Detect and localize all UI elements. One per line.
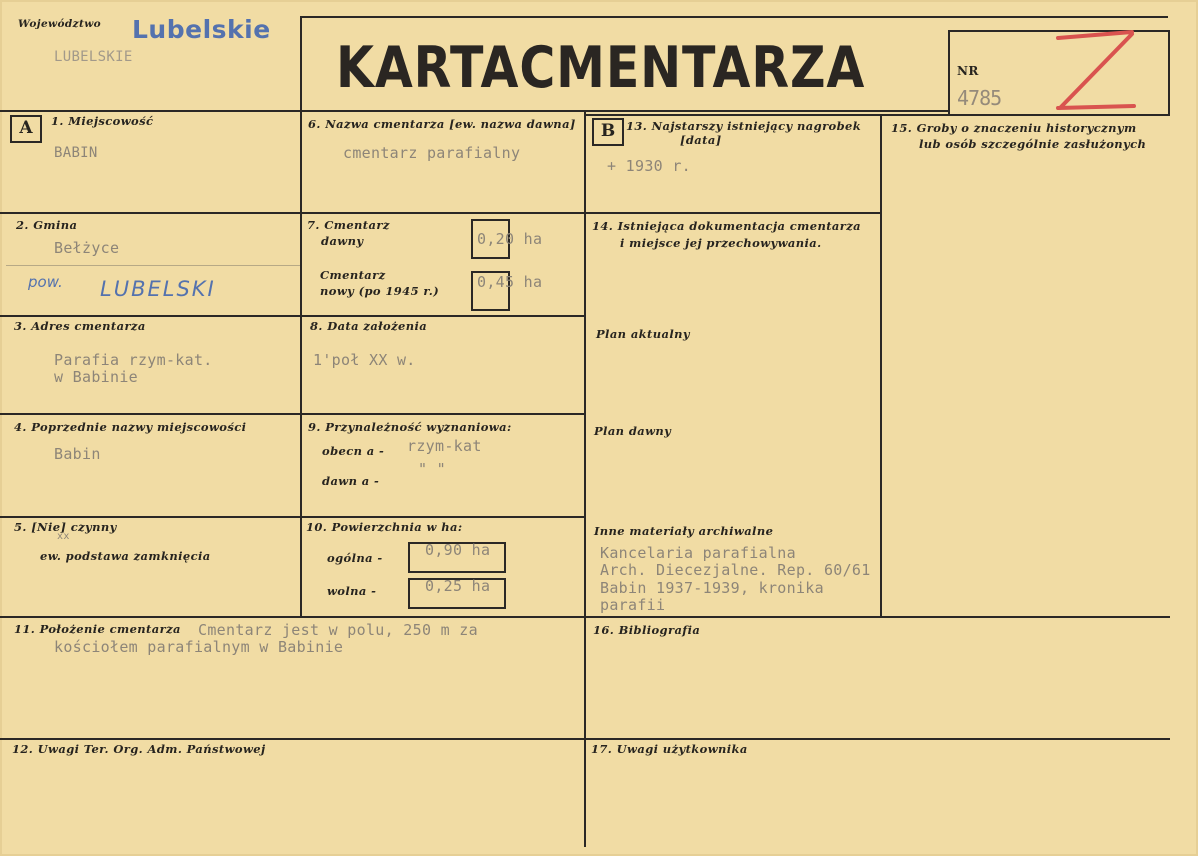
field-10-free-value: 0,25 ha bbox=[425, 577, 491, 595]
field-9-current-label: obecn a - bbox=[322, 444, 385, 458]
field-4-value: Babin bbox=[54, 445, 101, 463]
field-3-label: 3. Adres cmentarza bbox=[14, 319, 146, 333]
field-6-value: cmentarz parafialny bbox=[343, 144, 521, 162]
field-10-total-value: 0,90 ha bbox=[425, 541, 491, 559]
field-14-label-line1: 14. Istniejąca dokumentacja cmentarza bbox=[592, 219, 862, 233]
field-8-label: 8. Data założenia bbox=[310, 319, 428, 333]
field-7-old-label-2: dawny bbox=[321, 234, 364, 248]
powiat-value: LUBELSKI bbox=[100, 277, 216, 301]
other-materials-line1: Kancelaria parafialna bbox=[600, 544, 796, 562]
field-9-former-label: dawn a - bbox=[322, 474, 380, 488]
field-1-value: BABIN bbox=[54, 145, 98, 161]
field-11-value-line1: Cmentarz jest w polu, 250 m za bbox=[198, 621, 478, 639]
field-5-sublabel: ew. podstawa zamknięcia bbox=[40, 549, 211, 563]
voivodeship-typed: LUBELSKIE bbox=[54, 49, 133, 65]
field-9-current-value: rzym-kat bbox=[407, 437, 482, 455]
field-9-label: 9. Przynależność wyznaniowa: bbox=[308, 420, 512, 434]
powiat-prefix: pow. bbox=[28, 273, 63, 291]
other-materials-label: Inne materiały archiwalne bbox=[594, 524, 774, 538]
field-2-label: 2. Gmina bbox=[16, 218, 78, 232]
field-13-label-line2: [data] bbox=[680, 133, 722, 147]
divider bbox=[948, 30, 950, 114]
field-10-total-label: ogólna - bbox=[327, 551, 383, 565]
section-a-marker: A bbox=[10, 115, 42, 143]
field-17-label: 17. Uwagi użytkownika bbox=[591, 742, 748, 756]
field-10-free-label: wolna - bbox=[327, 584, 377, 598]
divider bbox=[0, 110, 950, 112]
field-12-label: 12. Uwagi Ter. Org. Adm. Państwowej bbox=[12, 742, 266, 756]
field-13-label-line1: 13. Najstarszy istniejący nagrobek bbox=[626, 119, 862, 133]
divider bbox=[0, 315, 584, 317]
field-1-label: 1. Miejscowość bbox=[51, 114, 154, 128]
divider bbox=[1168, 30, 1170, 116]
divider bbox=[0, 212, 880, 214]
nr-label: NR bbox=[957, 64, 979, 78]
field-9-former-value: " " bbox=[418, 460, 446, 478]
divider bbox=[584, 114, 1170, 116]
other-materials-line2: Arch. Diecezjalne. Rep. 60/61 bbox=[600, 561, 871, 579]
field-7-old-value: 0,20 ha bbox=[477, 230, 543, 248]
divider bbox=[0, 616, 1170, 618]
field-15-label-line1: 15. Groby o znaczeniu historycznym bbox=[891, 121, 1137, 135]
field-7-old-label-1: 7. Cmentarz bbox=[307, 218, 390, 232]
field-4-label: 4. Poprzednie nazwy miejscowości bbox=[14, 420, 247, 434]
section-b-marker: B bbox=[592, 118, 624, 146]
field-3-value-line2: w Babinie bbox=[54, 368, 138, 386]
field-8-value: 1'poł XX w. bbox=[313, 351, 416, 369]
divider bbox=[0, 738, 1170, 740]
field-14-label-line2: i miejsce jej przechowywania. bbox=[620, 236, 822, 250]
field-11-label: 11. Położenie cmentarza bbox=[14, 622, 181, 636]
field-16-label: 16. Bibliografia bbox=[593, 623, 701, 637]
field-7-new-value: 0,45 ha bbox=[477, 273, 543, 291]
field-10-label: 10. Powierzchnia w ha: bbox=[306, 520, 463, 534]
field-7-new-label-1: Cmentarz bbox=[320, 268, 386, 282]
plan-current-label: Plan aktualny bbox=[596, 327, 690, 341]
field-11-value-line2: kościołem parafialnym w Babinie bbox=[54, 638, 344, 656]
field-15-label-line2: lub osób szczególnie zasłużonych bbox=[919, 137, 1147, 151]
divider bbox=[0, 413, 584, 415]
field-2-value: Bełżyce bbox=[54, 239, 120, 257]
nr-value: 4785 bbox=[957, 86, 1002, 110]
divider bbox=[0, 516, 584, 518]
field-3-value-line1: Parafia rzym-kat. bbox=[54, 351, 213, 369]
other-materials-line3: Babin 1937-1939, kronika bbox=[600, 579, 824, 597]
divider bbox=[880, 116, 882, 618]
field-13-value: + 1930 r. bbox=[607, 157, 691, 175]
card-title bbox=[336, 32, 866, 104]
field-5-strike: xx bbox=[57, 531, 70, 542]
field-6-label: 6. Nazwa cmentarza [ew. nazwa dawna] bbox=[308, 117, 576, 131]
plan-old-label: Plan dawny bbox=[594, 424, 672, 438]
field-2-underline bbox=[6, 265, 300, 266]
title-word-karta: KARTA bbox=[336, 35, 520, 101]
divider bbox=[300, 16, 1168, 18]
category-z-mark bbox=[1052, 30, 1136, 112]
divider bbox=[584, 110, 586, 847]
field-5-label: 5. [Nie] czynny bbox=[14, 520, 117, 534]
field-7-new-label-2: nowy (po 1945 r.) bbox=[320, 284, 440, 298]
voivodeship-label: Województwo bbox=[18, 18, 102, 30]
voivodeship-stamp: Lubelskie bbox=[132, 15, 271, 44]
title-word-cmentarza: CMENTARZA bbox=[519, 35, 866, 101]
other-materials-line4: parafii bbox=[600, 596, 666, 614]
